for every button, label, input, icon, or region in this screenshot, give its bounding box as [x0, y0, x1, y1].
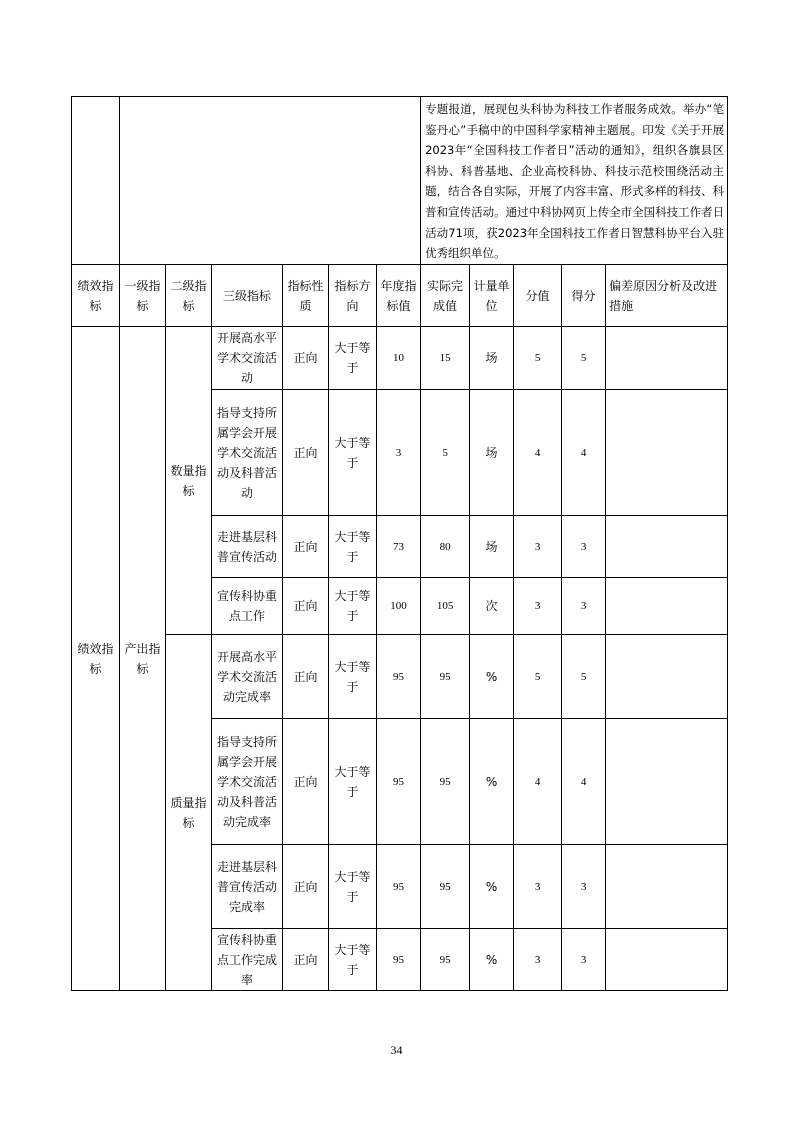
intro-empty-cell-2: [120, 97, 421, 265]
indicator-score: 3: [562, 929, 606, 991]
indicator-name: 宣传科协重点工作完成率: [212, 929, 283, 991]
header-score: 得分: [562, 265, 606, 327]
indicator-nature: 正向: [283, 635, 329, 719]
indicator-name: 指导支持所属学会开展学术交流活动及科普活动: [212, 390, 283, 516]
indicator-target: 73: [377, 516, 421, 578]
indicator-name: 走进基层科普宣传活动: [212, 516, 283, 578]
header-deviation: 偏差原因分析及改进措施: [606, 265, 728, 327]
performance-table: [71, 96, 728, 991]
intro-row: [72, 97, 728, 265]
indicator-deviation: [606, 390, 728, 516]
indicator-unit: 场: [470, 390, 514, 516]
indicator-target: 95: [377, 845, 421, 929]
indicator-deviation: [606, 929, 728, 991]
table-row: [72, 635, 728, 719]
header-level3: 三级指标: [212, 265, 283, 327]
header-row: [72, 265, 728, 327]
perf-category: 绩效指标: [72, 327, 120, 991]
indicator-score: 5: [562, 327, 606, 390]
indicator-unit: %: [470, 845, 514, 929]
indicator-direction: 大于等于: [329, 845, 377, 929]
header-actual: 实际完成值: [421, 265, 470, 327]
header-weight: 分值: [514, 265, 562, 327]
indicator-deviation: [606, 845, 728, 929]
indicator-deviation: [606, 578, 728, 635]
indicator-direction: 大于等于: [329, 516, 377, 578]
header-level1: 一级指标: [120, 265, 166, 327]
indicator-name: 走进基层科普宣传活动完成率: [212, 845, 283, 929]
indicator-nature: 正向: [283, 327, 329, 390]
indicator-unit: 场: [470, 516, 514, 578]
indicator-direction: 大于等于: [329, 719, 377, 845]
indicator-deviation: [606, 327, 728, 390]
indicator-score: 3: [562, 516, 606, 578]
indicator-name: 开展高水平学术交流活动: [212, 327, 283, 390]
indicator-weight: 3: [514, 516, 562, 578]
indicator-score: 4: [562, 719, 606, 845]
indicator-deviation: [606, 635, 728, 719]
indicator-nature: 正向: [283, 845, 329, 929]
header-perf: 绩效指标: [72, 265, 120, 327]
indicator-unit: %: [470, 635, 514, 719]
indicator-actual: 80: [421, 516, 470, 578]
indicator-target: 95: [377, 929, 421, 991]
indicator-direction: 大于等于: [329, 327, 377, 390]
indicator-actual: 95: [421, 845, 470, 929]
indicator-unit: %: [470, 719, 514, 845]
quality-category: 质量指标: [166, 635, 212, 991]
indicator-score: 5: [562, 635, 606, 719]
indicator-score: 3: [562, 578, 606, 635]
indicator-target: 95: [377, 635, 421, 719]
indicator-score: 3: [562, 845, 606, 929]
indicator-nature: 正向: [283, 390, 329, 516]
indicator-actual: 95: [421, 929, 470, 991]
page-number: 34: [390, 1043, 403, 1057]
table-row: [72, 327, 728, 390]
level1-category: 产出指标: [120, 327, 166, 991]
indicator-weight: 3: [514, 578, 562, 635]
indicator-target: 100: [377, 578, 421, 635]
intro-text: 专题报道，展现包头科协为科技工作者服务成效。举办“笔鉴丹心”手稿中的中国科学家精神主题展。印发《关于开展2023年“全国科技工作者日”活动的通知》，组织各旗县区科协、科普基地、企业高校科协、科技示范校围绕活动主题，结合各自实际，开展了内容丰富、形式多样的科技、科普和宣传活动。通过中科协网页上传全市全国科技工作者日活动71项，获2023年全国科技工作者日智慧科协平台入驻优秀组织单位。: [421, 97, 728, 265]
indicator-direction: 大于等于: [329, 578, 377, 635]
indicator-deviation: [606, 719, 728, 845]
indicator-weight: 3: [514, 929, 562, 991]
indicator-nature: 正向: [283, 719, 329, 845]
indicator-target: 10: [377, 327, 421, 390]
indicator-name: 开展高水平学术交流活动完成率: [212, 635, 283, 719]
header-nature: 指标性质: [283, 265, 329, 327]
indicator-weight: 3: [514, 845, 562, 929]
indicator-actual: 95: [421, 719, 470, 845]
indicator-name: 指导支持所属学会开展学术交流活动及科普活动完成率: [212, 719, 283, 845]
indicator-weight: 5: [514, 635, 562, 719]
indicator-name: 宣传科协重点工作: [212, 578, 283, 635]
indicator-target: 95: [377, 719, 421, 845]
indicator-unit: 场: [470, 327, 514, 390]
indicator-actual: 15: [421, 327, 470, 390]
indicator-nature: 正向: [283, 929, 329, 991]
indicator-nature: 正向: [283, 578, 329, 635]
indicator-weight: 4: [514, 719, 562, 845]
indicator-weight: 5: [514, 327, 562, 390]
indicator-deviation: [606, 516, 728, 578]
indicator-score: 4: [562, 390, 606, 516]
indicator-direction: 大于等于: [329, 929, 377, 991]
header-direction: 指标方向: [329, 265, 377, 327]
indicator-direction: 大于等于: [329, 390, 377, 516]
indicator-actual: 95: [421, 635, 470, 719]
header-unit: 计量单位: [470, 265, 514, 327]
indicator-actual: 5: [421, 390, 470, 516]
indicator-unit: %: [470, 929, 514, 991]
indicator-direction: 大于等于: [329, 635, 377, 719]
indicator-unit: 次: [470, 578, 514, 635]
indicator-target: 3: [377, 390, 421, 516]
quantity-category: 数量指标: [166, 327, 212, 635]
header-target: 年度指标值: [377, 265, 421, 327]
indicator-actual: 105: [421, 578, 470, 635]
indicator-weight: 4: [514, 390, 562, 516]
intro-empty-cell-1: [72, 97, 120, 265]
header-level2: 二级指标: [166, 265, 212, 327]
indicator-nature: 正向: [283, 516, 329, 578]
